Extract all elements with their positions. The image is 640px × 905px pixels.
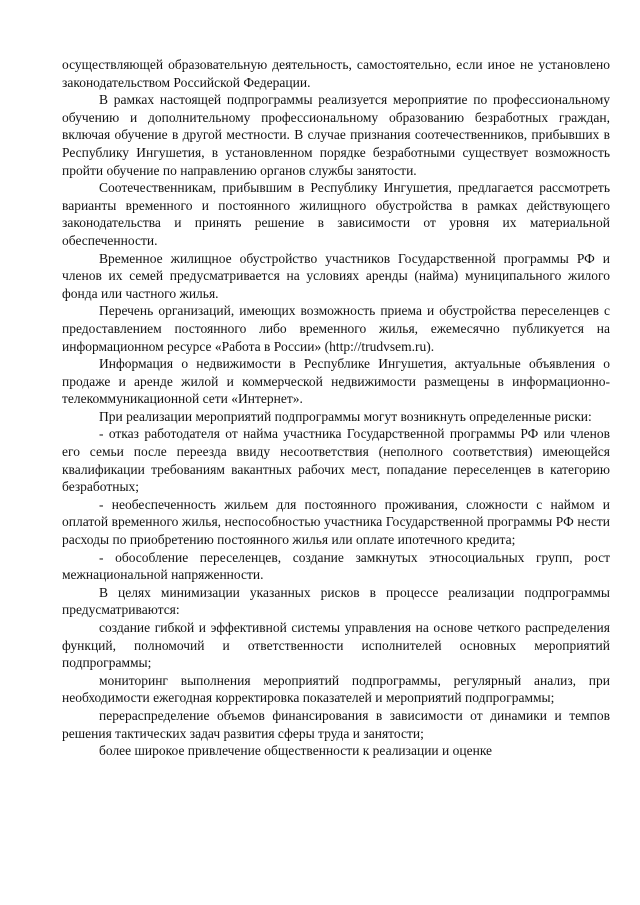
risk-item-3: - обособление переселенцев, создание замкнутых этносоциальных групп, рост межнациональной напряженности. bbox=[62, 549, 610, 583]
paragraph-3: Соотечественникам, прибывшим в Республику Ингушетия, предлагается рассмотреть варианты временного и постоянного жилищного обустройства в рамках действующего законодательства и принять решение в зависимости от уровня их материальной обеспеченности. bbox=[62, 180, 610, 248]
measure-item-1: создание гибкой и эффективной системы управления на основе четкого распределения функций, полномочий и ответственности исполнителей основных мероприятий подпрограммы; bbox=[62, 620, 610, 671]
risk-item-2: - необеспеченность жильем для постоянного проживания, сложности с наймом и оплатой временного жилья, неспособностью участника Государственной программы РФ нести расходы по приобретению постоянного жилья или оплате ипотечного кредита; bbox=[62, 496, 610, 548]
measure-item-3: перераспределение объемов финансирования в зависимости от динамики и темпов решения тактических задач развития сферы труда и занятости; bbox=[62, 707, 610, 741]
measure-item-2: мониторинг выполнения мероприятий подпрограммы, регулярный анализ, при необходимости ежегодная корректировка показателей и мероприятий подпрограммы; bbox=[62, 672, 610, 706]
paragraph-7: При реализации мероприятий подпрограммы могут возникнуть определенные риски: bbox=[99, 408, 592, 424]
risk-item-1: - отказ работодателя от найма участника Государственной программы РФ или членов его семьи после переезда ввиду несоответствия (неполного соответствия) имеющейся квалификации требованиям вакантных рабочих мест, попадание переселенцев в категорию безработных; bbox=[62, 426, 610, 495]
paragraph-1: осуществляющей образовательную деятельность, самостоятельно, если иное не установлено законодательством Российской Федерации. bbox=[62, 57, 610, 90]
paragraph-5: Перечень организаций, имеющих возможность приема и обустройства переселенцев с предоставлением постоянного либо временного жилья, ежемесячно публикуется на информационном ресурсе «Работа в России» (http://trudvsem.ru). bbox=[62, 303, 610, 354]
paragraph-2: В рамках настоящей подпрограммы реализуется мероприятие по профессиональному обучению и дополнительному профессиональному образованию безработных граждан, включая обучение в другой местности. В случае признания соотечественников, прибывших в Республику Ингушетия, в установленном порядке безработными существует возможность пройти обучение по направлению органов службы занятости. bbox=[62, 92, 610, 178]
paragraph-4: Временное жилищное обустройство участников Государственной программы РФ и членов их семей предусматривается на условиях аренды (найма) муниципального жилого фонда или частного жилья. bbox=[62, 250, 610, 301]
paragraph-11: В целях минимизации указанных рисков в процессе реализации подпрограммы предусматриваются: bbox=[62, 584, 610, 618]
paragraph-6: Информация о недвижимости в Республике Ингушетия, актуальные объявления о продаже и аренде жилой и коммерческой недвижимости размещены в информационно-телекоммуникационной сети «Интернет». bbox=[62, 356, 610, 407]
measure-item-4: более широкое привлечение общественности к реализации и оценке bbox=[99, 743, 493, 759]
